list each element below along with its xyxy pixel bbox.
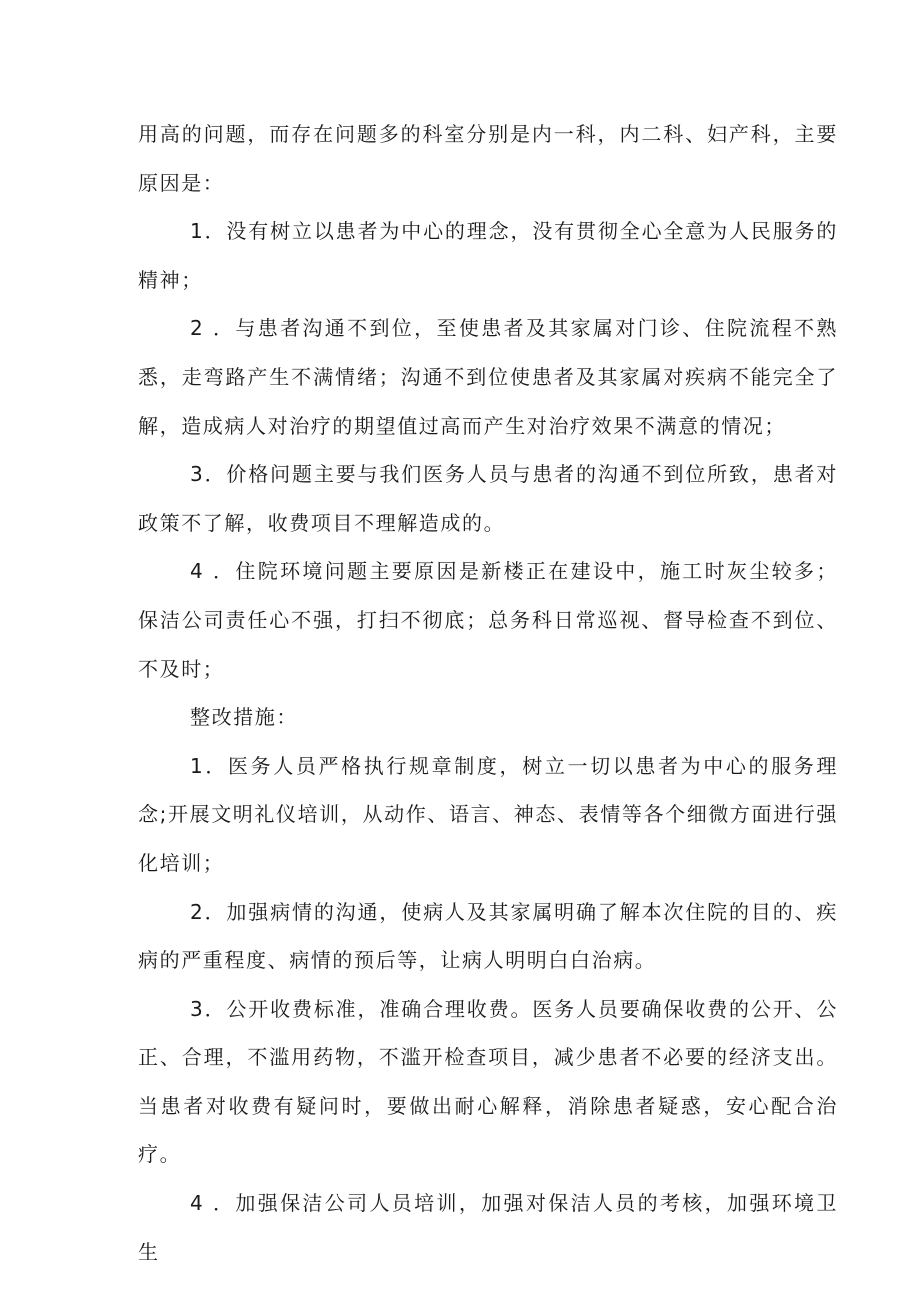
paragraph-measure-3: 3．公开收费标准，准确合理收费。医务人员要确保收费的公开、公正、合理，不滥用药物，不滥开检查项目，减少患者不必要的经济支出。当患者对收费有疑问时，要做出耐心解释，消除患者疑惑，安心配合治疗。 — [138, 996, 838, 1167]
paragraph-reason-1: 1．没有树立以患者为中心的理念，没有贯彻全心全意为人民服务的精神； — [138, 219, 838, 292]
section-heading-measures: 整改措施： — [190, 705, 298, 730]
paragraph-reason-3: 3．价格问题主要与我们医务人员与患者的沟通不到位所致，患者对政策不了解，收费项目不理解造成的。 — [138, 462, 838, 535]
paragraph-reason-4: 4 ．住院环境问题主要原因是新楼正在建设中，施工时灰尘较多；保洁公司责任心不强，打扫不彻底；总务科日常巡视、督导检查不到位、不及时； — [138, 559, 838, 681]
paragraph-continuation: 用高的问题，而存在问题多的科室分别是内一科，内二科、妇产科，主要原因是： — [138, 122, 838, 195]
document-body — [138, 110, 838, 1276]
paragraph-measure-4: 4 ．加强保洁公司人员培训，加强对保洁人员的考核，加强环境卫生 — [138, 1191, 838, 1264]
paragraph-reason-2: 2 ．与患者沟通不到位，至使患者及其家属对门诊、住院流程不熟悉，走弯路产生不满情绪；沟通不到位使患者及其家属对疾病不能完全了解，造成病人对治疗的期望值过高而产生对治疗效果不满意的情况； — [138, 316, 838, 438]
paragraph-measure-1: 1．医务人员严格执行规章制度，树立一切以患者为中心的服务理念;开展文明礼仪培训，从动作、语言、神态、表情等各个细微方面进行强化培训； — [138, 753, 838, 875]
paragraph-measure-2: 2．加强病情的沟通，使病人及其家属明确了解本次住院的目的、疾病的严重程度、病情的预后等，让病人明明白白治病。 — [138, 899, 838, 973]
